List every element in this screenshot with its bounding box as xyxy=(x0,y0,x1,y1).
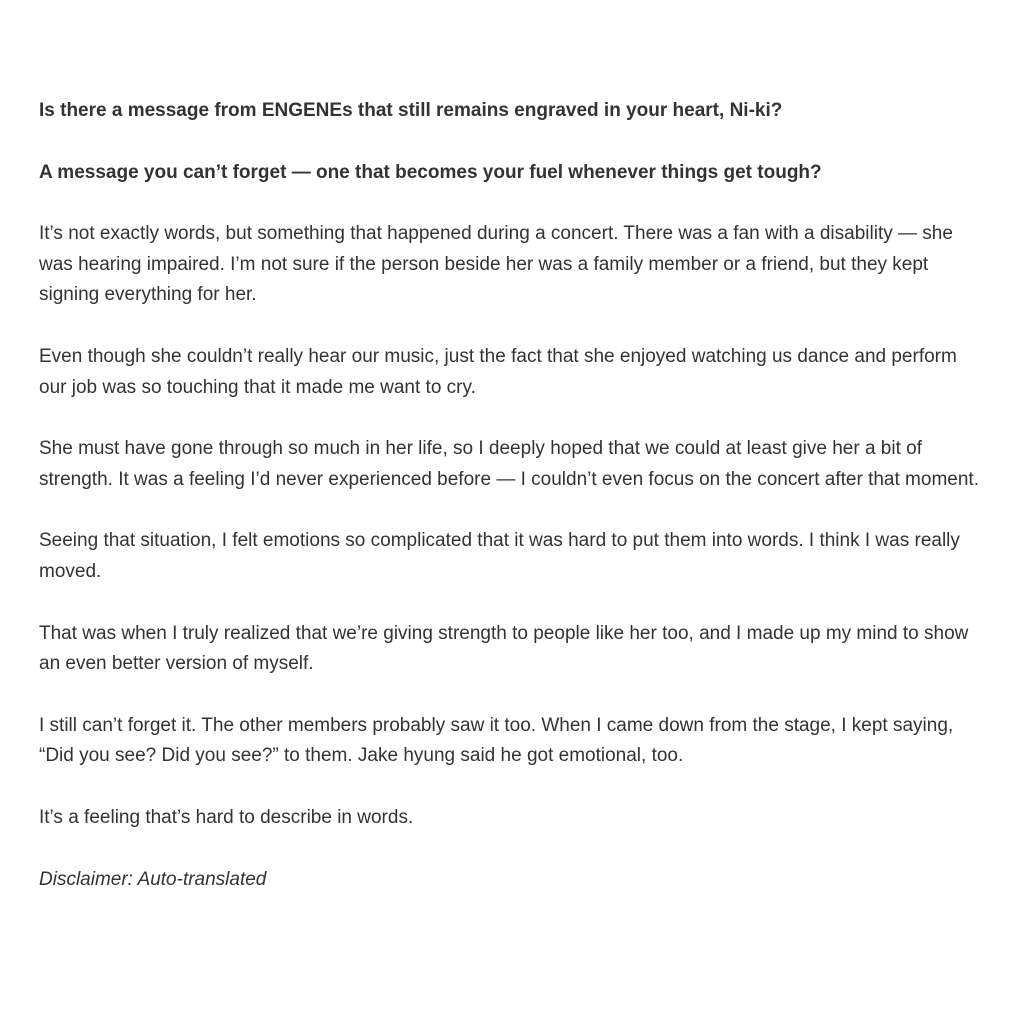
answer-paragraph-5: That was when I truly realized that we’re giving strength to people like her too, and I made up my mind to show an even better version of myself. xyxy=(39,622,969,675)
answer-paragraph-3: She must have gone through so much in her life, so I deeply hoped that we could at least give her a bit of strength. It was a feeling I’d never experienced before — I couldn’t even focus on the concert after that moment. xyxy=(39,438,979,490)
answer-paragraph-4: Seeing that situation, I felt emotions so complicated that it was hard to put them into words. I think I was really moved. xyxy=(39,530,960,582)
answer-paragraph-7: It’s a feeling that’s hard to describe in words. xyxy=(39,806,414,828)
answer-paragraph-2: Even though she couldn’t really hear our music, just the fact that she enjoyed watching us dance and perform our job was so touching that it made me want to cry. xyxy=(39,345,957,398)
disclaimer-note: Disclaimer: Auto-translated xyxy=(39,868,267,890)
answer-paragraph-6: I still can’t forget it. The other members probably saw it too. When I came down from the stage, I kept saying, “Did you see? Did you see?” to them. Jake hyung said he got emotional, too. xyxy=(39,714,954,767)
answer-paragraph-1: It’s not exactly words, but something that happened during a concert. There was a fan with a disability — she was hearing impaired. I’m not sure if the person beside her was a family member or a friend, but they kept signing everything for her. xyxy=(39,223,953,306)
question-1: Is there a message from ENGENEs that still remains engraved in your heart, Ni-ki? xyxy=(39,100,783,121)
interview-excerpt xyxy=(39,96,989,926)
question-2: A message you can’t forget — one that becomes your fuel whenever things get tough? xyxy=(39,161,822,183)
